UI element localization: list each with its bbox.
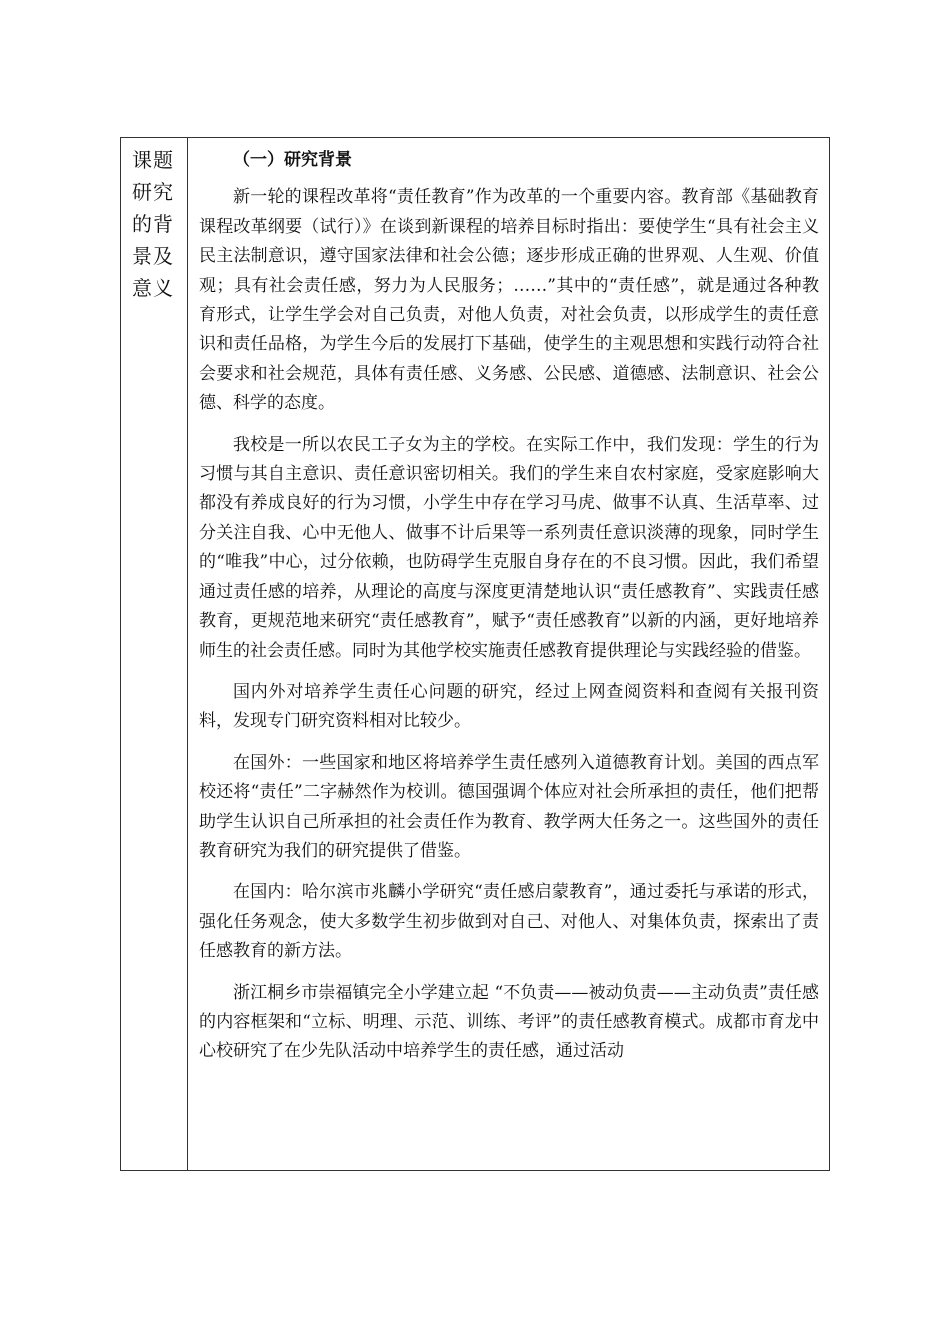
paragraph-3: 国内外对培养学生责任心问题的研究，经过上网查阅资料和查阅有关报刊资料，发现专门研究资料相对比较少。 <box>199 681 819 732</box>
section-body <box>188 138 829 1067</box>
document-table <box>120 137 830 1171</box>
paragraph-6: 浙江桐乡市崇福镇完全小学建立起 “不负责——被动负责——主动负责”责任感的内容框架和“立标、明理、示范、训练、考评”的责任感教育模式。成都市育龙中心校研究了在少先队活动中培养学生的责任感，通过活动 <box>199 982 819 1062</box>
paragraph-1: 新一轮的课程改革将“责任教育”作为改革的一个重要内容。教育部《基础教育课程改革纲要（试行）》在谈到新课程的培养目标时指出：要使学生“具有社会主义民主法制意识，遵守国家法律和社会公德；逐步形成正确的世界观、人生观、价值观；具有社会责任感，努力为人民服务；……”其中的“责任感”，就是通过各种教育形式，让学生学会对自己负责，对他人负责，对社会负责，以形成学生的责任意识和责任品格，为学生今后的发展打下基础，使学生的主观思想和实践行动符合社会要求和社会规范，具体有责任感、义务感、公民感、道德感、法制意识、社会公德、科学的态度。 <box>199 187 819 414</box>
paragraph-5: 在国内：哈尔滨市兆麟小学研究“责任感启蒙教育”，通过委托与承诺的形式，强化任务观念，使大多数学生初步做到对自己、对他人、对集体负责，探索出了责任感教育的新方法。 <box>199 882 819 962</box>
paragraph-2: 我校是一所以农民工子女为主的学校。在实际工作中，我们发现：学生的行为习惯与其自主意识、责任意识密切相关。我们的学生来自农村家庭，受家庭影响大都没有养成良好的行为习惯，小学生中存在学习马虎、做事不认真、生活草率、过分关注自我、心中无他人、做事不计后果等一系列责任意识淡薄的现象，同时学生的“唯我”中心，过分依赖，也防碍学生克服自身存在的不良习惯。因此，我们希望通过责任感的培养，从理论的高度与深度更清楚地认识“责任感教育”、实践责任感教育，更规范地来研究“责任感教育”，赋予“责任感教育”以新的内涵，更好地培养师生的社会责任感。同时为其他学校实施责任感教育提供理论与实践经验的借鉴。 <box>199 434 819 661</box>
paragraph-4: 在国外：一些国家和地区将培养学生责任感列入道德教育计划。美国的西点军校还将“责任”二字赫然作为校训。德国强调个体应对社会所承担的责任，他们把帮助学生认识自己所承担的社会责任作为教育、教学两大任务之一。这些国外的责任教育研究为我们的研究提供了借鉴。 <box>199 752 819 861</box>
row-label-cell <box>121 138 188 1171</box>
content-cell <box>188 138 830 1171</box>
row-label: 课题研究的背景及意义 <box>132 148 174 300</box>
section-heading: （一）研究背景 <box>233 150 352 170</box>
table-row <box>121 138 830 1171</box>
